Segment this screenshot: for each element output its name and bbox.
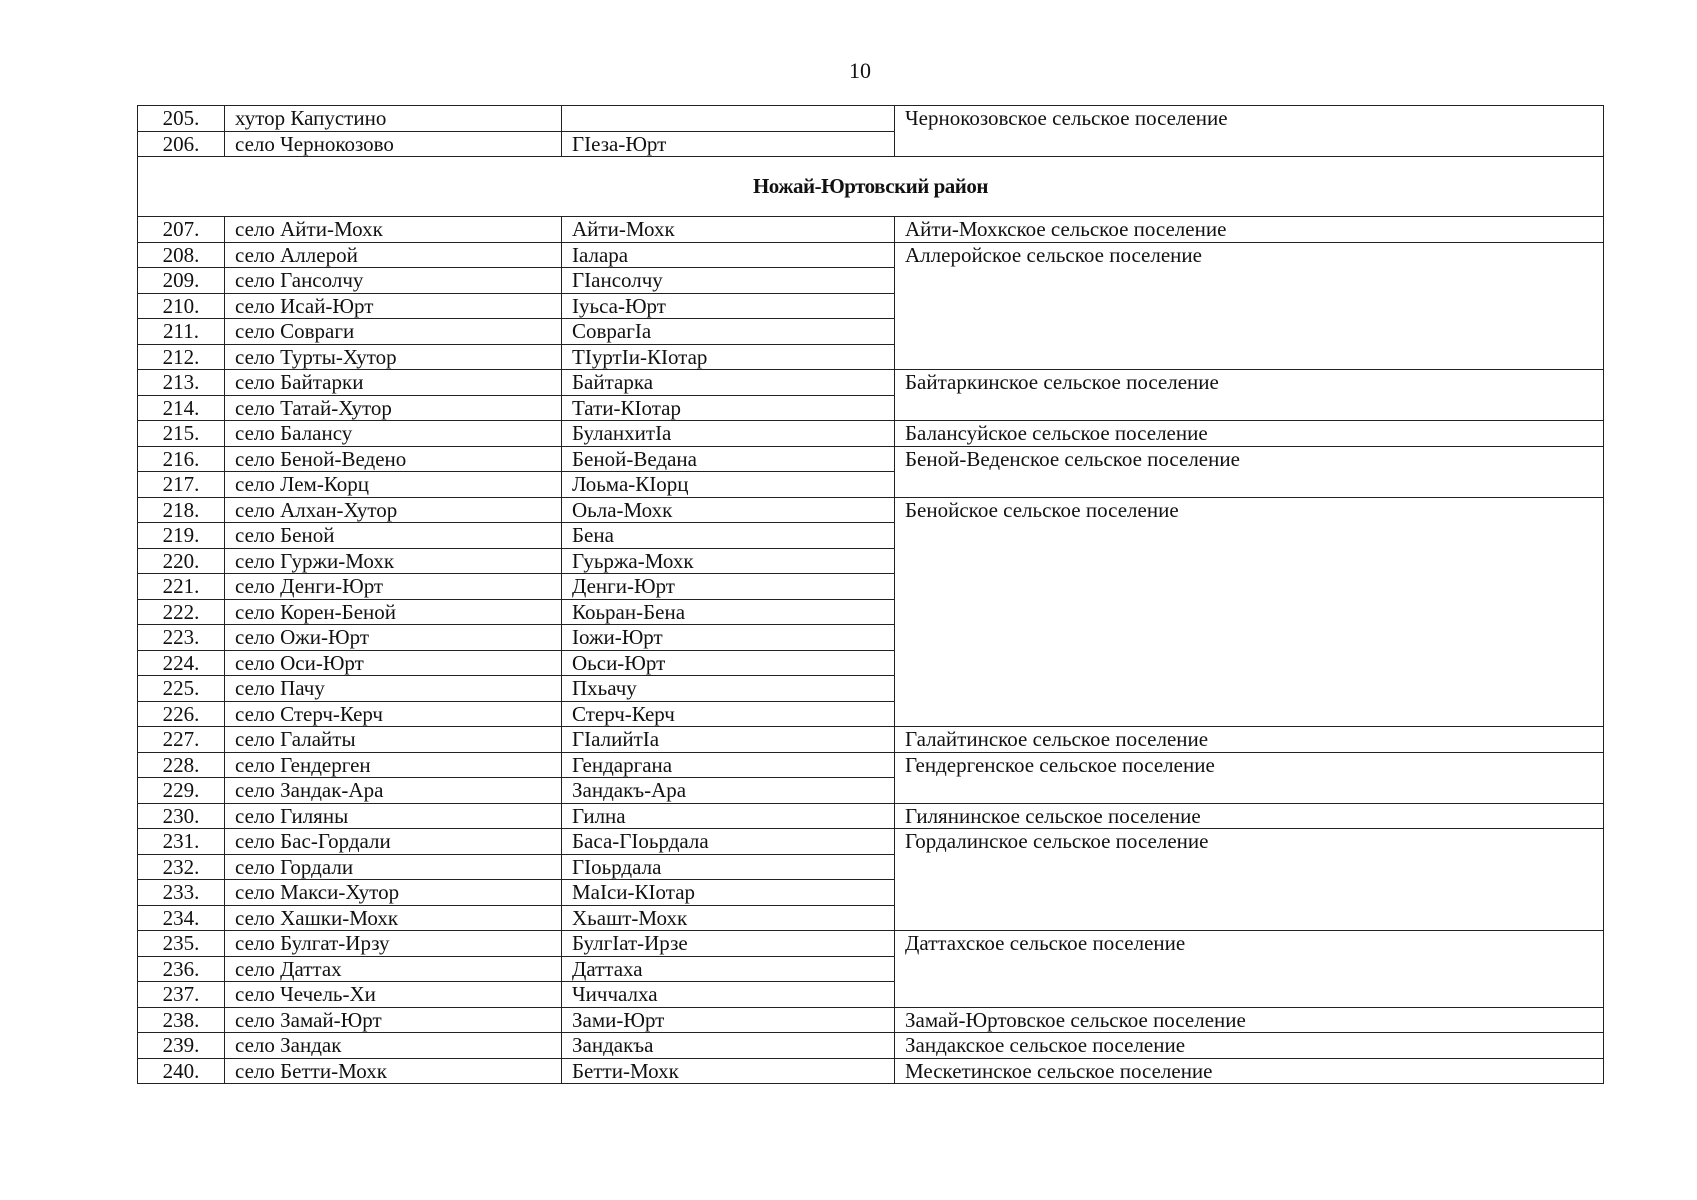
chechen-name: ТІуртІи-КІотар xyxy=(562,344,895,370)
chechen-name: Лоьма-КІорц xyxy=(562,472,895,498)
row-number: 216. xyxy=(138,446,225,472)
locality-name: село Турты-Хутор xyxy=(225,344,562,370)
chechen-name: Зандакъ-Ара xyxy=(562,778,895,804)
row-number: 206. xyxy=(138,131,225,157)
row-number: 231. xyxy=(138,829,225,855)
table-row xyxy=(138,106,1604,132)
locality-name: село Корен-Беной xyxy=(225,599,562,625)
row-number: 213. xyxy=(138,370,225,396)
chechen-name: Айти-Мохк xyxy=(562,217,895,243)
row-number: 207. xyxy=(138,217,225,243)
chechen-name: ГІансолчу xyxy=(562,268,895,294)
row-number: 226. xyxy=(138,701,225,727)
locality-name: село Галайты xyxy=(225,727,562,753)
settlement-name: Мескетинское сельское поселение xyxy=(895,1058,1604,1084)
row-number: 232. xyxy=(138,854,225,880)
table-row xyxy=(138,446,1604,472)
row-number: 211. xyxy=(138,319,225,345)
row-number: 212. xyxy=(138,344,225,370)
locality-name: село Гендерген xyxy=(225,752,562,778)
row-number: 234. xyxy=(138,905,225,931)
chechen-name: Бена xyxy=(562,523,895,549)
chechen-name: Гендаргана xyxy=(562,752,895,778)
locality-name: село Хашки-Мохк xyxy=(225,905,562,931)
row-number: 217. xyxy=(138,472,225,498)
locality-name: село Гордали xyxy=(225,854,562,880)
chechen-name: Баса-ГІоьрдала xyxy=(562,829,895,855)
row-number: 224. xyxy=(138,650,225,676)
locality-name: село Аллерой xyxy=(225,242,562,268)
settlement-name: Замай-Юртовское сельское поселение xyxy=(895,1007,1604,1033)
settlement-name: Гендергенское сельское поселение xyxy=(895,752,1604,803)
row-number: 215. xyxy=(138,421,225,447)
settlement-name: Байтаркинское сельское поселение xyxy=(895,370,1604,421)
locality-name: село Гансолчу xyxy=(225,268,562,294)
row-number: 227. xyxy=(138,727,225,753)
chechen-name: Зандакъа xyxy=(562,1033,895,1059)
chechen-name: Пхьачу xyxy=(562,676,895,702)
settlement-name: Гилянинское сельское поселение xyxy=(895,803,1604,829)
chechen-name xyxy=(562,106,895,132)
chechen-name: Даттаха xyxy=(562,956,895,982)
chechen-name: БуланхитІа xyxy=(562,421,895,447)
locality-name: село Лем-Корц xyxy=(225,472,562,498)
table-row xyxy=(138,1058,1604,1084)
chechen-name: МаІси-КІотар xyxy=(562,880,895,906)
table-row xyxy=(138,727,1604,753)
settlement-name: Чернокозовское сельское поселение xyxy=(895,106,1604,157)
locality-name: село Пачу xyxy=(225,676,562,702)
settlement-name: Галайтинское сельское поселение xyxy=(895,727,1604,753)
row-number: 208. xyxy=(138,242,225,268)
locality-name: село Беной-Ведено xyxy=(225,446,562,472)
locality-name: село Даттах xyxy=(225,956,562,982)
chechen-name: Зами-Юрт xyxy=(562,1007,895,1033)
chechen-name: ГІеза-Юрт xyxy=(562,131,895,157)
settlement-name: Бенойское сельское поселение xyxy=(895,497,1604,727)
settlement-name: Зандакское сельское поселение xyxy=(895,1033,1604,1059)
locality-name: село Татай-Хутор xyxy=(225,395,562,421)
chechen-name: Гуьржа-Мохк xyxy=(562,548,895,574)
table-row xyxy=(138,829,1604,855)
row-number: 236. xyxy=(138,956,225,982)
row-number: 220. xyxy=(138,548,225,574)
locality-name: село Алхан-Хутор xyxy=(225,497,562,523)
row-number: 221. xyxy=(138,574,225,600)
chechen-name: ГІалийтІа xyxy=(562,727,895,753)
row-number: 228. xyxy=(138,752,225,778)
settlement-name: Айти-Мохкское сельское поселение xyxy=(895,217,1604,243)
chechen-name: Тати-КІотар xyxy=(562,395,895,421)
locality-name: село Гиляны xyxy=(225,803,562,829)
locality-name: хутор Капустино xyxy=(225,106,562,132)
settlement-name: Гордалинское сельское поселение xyxy=(895,829,1604,931)
settlement-name: Беной-Веденское сельское поселение xyxy=(895,446,1604,497)
localities-table xyxy=(137,105,1604,1084)
row-number: 209. xyxy=(138,268,225,294)
table-row xyxy=(138,931,1604,957)
row-number: 222. xyxy=(138,599,225,625)
table-row xyxy=(138,242,1604,268)
chechen-name: Бетти-Мохк xyxy=(562,1058,895,1084)
page-number: 10 xyxy=(849,58,871,83)
table-row xyxy=(138,803,1604,829)
locality-name: село Зандак-Ара xyxy=(225,778,562,804)
chechen-name: Оьси-Юрт xyxy=(562,650,895,676)
chechen-name: Іалара xyxy=(562,242,895,268)
locality-name: село Ожи-Юрт xyxy=(225,625,562,651)
chechen-name: Байтарка xyxy=(562,370,895,396)
chechen-name: Іожи-Юрт xyxy=(562,625,895,651)
locality-name: село Замай-Юрт xyxy=(225,1007,562,1033)
chechen-name: Стерч-Керч xyxy=(562,701,895,727)
row-number: 205. xyxy=(138,106,225,132)
chechen-name: Хьашт-Мохк xyxy=(562,905,895,931)
chechen-name: ГІоьрдала xyxy=(562,854,895,880)
row-number: 235. xyxy=(138,931,225,957)
row-number: 223. xyxy=(138,625,225,651)
row-number: 229. xyxy=(138,778,225,804)
table-row xyxy=(138,497,1604,523)
locality-name: село Исай-Юрт xyxy=(225,293,562,319)
locality-name: село Булгат-Ирзу xyxy=(225,931,562,957)
row-number: 219. xyxy=(138,523,225,549)
locality-name: село Айти-Мохк xyxy=(225,217,562,243)
row-number: 237. xyxy=(138,982,225,1008)
district-heading-row xyxy=(138,157,1604,217)
row-number: 233. xyxy=(138,880,225,906)
locality-name: село Байтарки xyxy=(225,370,562,396)
locality-name: село Бас-Гордали xyxy=(225,829,562,855)
table-row xyxy=(138,421,1604,447)
row-number: 210. xyxy=(138,293,225,319)
chechen-name: Оьла-Мохк xyxy=(562,497,895,523)
locality-name: село Балансу xyxy=(225,421,562,447)
table-row xyxy=(138,370,1604,396)
settlement-name: Аллеройское сельское поселение xyxy=(895,242,1604,370)
chechen-name: СоврагІа xyxy=(562,319,895,345)
chechen-name: Іуьса-Юрт xyxy=(562,293,895,319)
row-number: 230. xyxy=(138,803,225,829)
table-row xyxy=(138,1007,1604,1033)
chechen-name: Коьран-Бена xyxy=(562,599,895,625)
chechen-name: БулгІат-Ирзе xyxy=(562,931,895,957)
district-heading: Ножай-Юртовский район xyxy=(138,157,1604,217)
row-number: 239. xyxy=(138,1033,225,1059)
localities-table-body xyxy=(138,106,1604,1084)
locality-name: село Денги-Юрт xyxy=(225,574,562,600)
locality-name: село Беной xyxy=(225,523,562,549)
chechen-name: Беной-Ведана xyxy=(562,446,895,472)
chechen-name: Чиччалха xyxy=(562,982,895,1008)
locality-name: село Совраги xyxy=(225,319,562,345)
row-number: 240. xyxy=(138,1058,225,1084)
row-number: 218. xyxy=(138,497,225,523)
locality-name: село Оси-Юрт xyxy=(225,650,562,676)
table-row xyxy=(138,217,1604,243)
settlement-name: Даттахское сельское поселение xyxy=(895,931,1604,1008)
locality-name: село Стерч-Керч xyxy=(225,701,562,727)
row-number: 238. xyxy=(138,1007,225,1033)
row-number: 225. xyxy=(138,676,225,702)
locality-name: село Бетти-Мохк xyxy=(225,1058,562,1084)
settlement-name: Балансуйское сельское поселение xyxy=(895,421,1604,447)
locality-name: село Макси-Хутор xyxy=(225,880,562,906)
row-number: 214. xyxy=(138,395,225,421)
locality-name: село Чечель-Хи xyxy=(225,982,562,1008)
table-row xyxy=(138,1033,1604,1059)
chechen-name: Денги-Юрт xyxy=(562,574,895,600)
chechen-name: Гилна xyxy=(562,803,895,829)
locality-name: село Гуржи-Мохк xyxy=(225,548,562,574)
locality-name: село Зандак xyxy=(225,1033,562,1059)
table-row xyxy=(138,752,1604,778)
locality-name: село Чернокозово xyxy=(225,131,562,157)
